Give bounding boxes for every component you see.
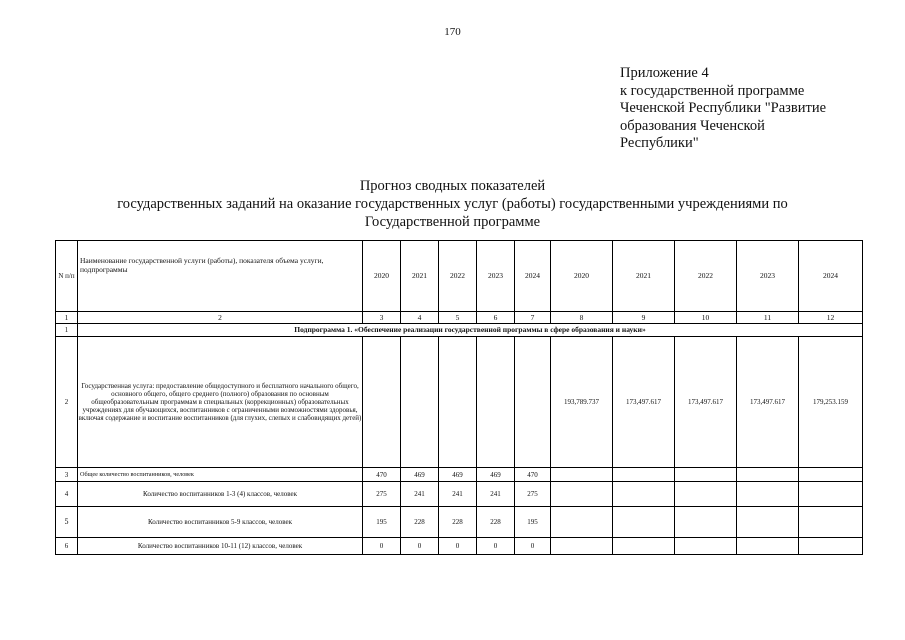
finance-cell [551,482,613,507]
volume-cell: 275 [363,482,401,507]
finance-cell [613,482,675,507]
volume-cell [363,337,401,468]
document-title [40,177,865,231]
column-number: 2 [78,312,363,324]
finance-cell [613,468,675,482]
finance-cell [675,482,737,507]
finance-cell [551,507,613,538]
finance-cell [799,482,863,507]
finance-cell: 179,253.159 [799,337,863,468]
volume-cell [477,337,515,468]
finance-cell [675,538,737,555]
finance-cell [737,507,799,538]
volume-cell: 241 [439,482,477,507]
column-number: 3 [363,312,401,324]
finance-cell: 173,497.617 [675,337,737,468]
appendix-note [620,65,860,153]
column-number: 11 [737,312,799,324]
finance-cell [737,538,799,555]
row-num: 3 [56,468,78,482]
indicators-table [55,240,863,555]
finance-cell [737,468,799,482]
column-number: 5 [439,312,477,324]
appendix-line: к государственной программе [620,82,805,99]
volume-cell: 0 [439,538,477,555]
row-name: Количество воспитанников 1-3 (4) классов, человек [78,482,363,507]
finance-cell [551,468,613,482]
row-name: Государственная услуга: предоставление общедоступного и бесплатного начального общего, основного общего, общего среднего (полного) образования по основным общеобразовательным программам в специальных (коррекционных) образовательных учреждениях для обучающихся, воспитанников с ограниченными возможностями здоровья, включая содержание и воспитание воспитанников (для глухих, слепых и слабовидящих детей) [78,337,363,468]
table-header-row [56,241,863,312]
row-num: 5 [56,507,78,538]
finance-cell: 193,789.737 [551,337,613,468]
header-year-volume: 2021 [401,241,439,312]
header-year-finance: 2024 [799,241,863,312]
header-year-finance: 2023 [737,241,799,312]
header-num: N п/п [56,241,78,312]
volume-cell: 469 [439,468,477,482]
appendix-line: Республики" [620,135,699,151]
finance-cell [737,482,799,507]
column-number: 10 [675,312,737,324]
column-number: 7 [515,312,551,324]
volume-cell: 0 [401,538,439,555]
table-row [56,538,863,555]
row-name: Общее количество воспитанников, человек [78,468,363,482]
header-year-finance: 2020 [551,241,613,312]
volume-cell: 241 [401,482,439,507]
column-number: 6 [477,312,515,324]
column-number: 4 [401,312,439,324]
volume-cell: 195 [363,507,401,538]
volume-cell: 469 [401,468,439,482]
volume-cell [515,337,551,468]
volume-cell [439,337,477,468]
finance-cell [799,507,863,538]
table-row [56,482,863,507]
row-name: Количество воспитанников 10-11 (12) классов, человек [78,538,363,555]
volume-cell: 470 [363,468,401,482]
volume-cell: 241 [477,482,515,507]
row-num: 6 [56,538,78,555]
finance-cell [675,507,737,538]
finance-cell: 173,497.617 [613,337,675,468]
appendix-line: Приложение 4 [620,65,709,81]
header-year-finance: 2022 [675,241,737,312]
volume-cell: 228 [439,507,477,538]
volume-cell: 195 [515,507,551,538]
header-name: Наименование государственной услуги (работы), показателя объема услуги, подпрограммы [78,241,363,312]
title-line: Прогноз сводных показателей [359,178,546,194]
column-number: 8 [551,312,613,324]
finance-cell: 173,497.617 [737,337,799,468]
row-num: 2 [56,337,78,468]
row-num: 4 [56,482,78,507]
appendix-line: образования Чеченской [620,117,765,134]
finance-cell [551,538,613,555]
finance-cell [799,468,863,482]
header-year-finance: 2021 [613,241,675,312]
finance-cell [799,538,863,555]
subprogram-num: 1 [56,324,78,337]
title-line: Государственной программе [364,214,541,230]
appendix-line: Чеченской Республики "Развитие [620,100,827,116]
volume-cell: 0 [363,538,401,555]
volume-cell: 228 [401,507,439,538]
column-number: 1 [56,312,78,324]
volume-cell: 0 [515,538,551,555]
column-numbers-row [56,312,863,324]
finance-cell [613,507,675,538]
header-year-volume: 2024 [515,241,551,312]
header-year-volume: 2022 [439,241,477,312]
volume-cell: 0 [477,538,515,555]
column-number: 9 [613,312,675,324]
table-row [56,337,863,468]
subprogram-row [56,324,863,337]
subprogram-title: Подпрограмма 1. «Обеспечение реализации государственной программы в сфере образования и науки» [78,324,863,337]
header-year-volume: 2020 [363,241,401,312]
page-number: 170 [444,26,461,38]
header-year-volume: 2023 [477,241,515,312]
table-row [56,507,863,538]
volume-cell: 275 [515,482,551,507]
finance-cell [613,538,675,555]
table-row [56,468,863,482]
volume-cell: 469 [477,468,515,482]
title-line: государственных заданий на оказание государственных услуг (работы) государственными учреждениями по [117,196,788,212]
volume-cell: 228 [477,507,515,538]
row-name: Количество воспитанников 5-9 классов, человек [78,507,363,538]
finance-cell [675,468,737,482]
column-number: 12 [799,312,863,324]
volume-cell [401,337,439,468]
volume-cell: 470 [515,468,551,482]
